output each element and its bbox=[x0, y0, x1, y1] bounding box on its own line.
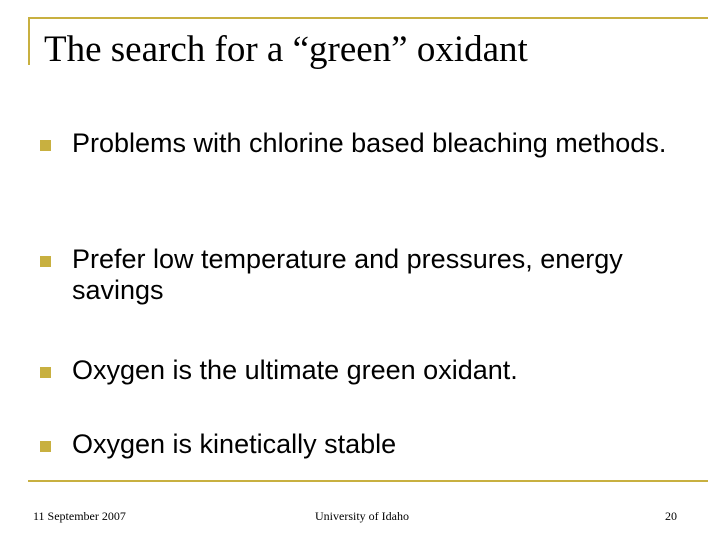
title-rule-top bbox=[28, 17, 708, 19]
square-bullet-icon bbox=[40, 140, 51, 151]
footer-rule bbox=[28, 480, 708, 482]
bullet-item bbox=[40, 128, 666, 159]
bullet-text: Oxygen is kinetically stable bbox=[72, 429, 397, 459]
slide-title: The search for a “green” oxidant bbox=[44, 29, 528, 70]
square-bullet-icon bbox=[40, 441, 51, 452]
bullet-item bbox=[40, 429, 396, 460]
bullet-text: Problems with chlorine based bleaching methods. bbox=[72, 128, 667, 158]
square-bullet-icon bbox=[40, 367, 51, 378]
title-rule-left bbox=[28, 17, 30, 65]
page-number: 20 bbox=[665, 509, 677, 523]
square-bullet-icon bbox=[40, 256, 51, 267]
bullet-item bbox=[40, 244, 680, 306]
bullet-text: Prefer low temperature and pressures, energy savings bbox=[72, 244, 623, 305]
bullet-text: Oxygen is the ultimate green oxidant. bbox=[72, 355, 518, 385]
footer-date: 11 September 2007 bbox=[33, 509, 126, 523]
bullet-item bbox=[40, 355, 518, 386]
footer-organization: University of Idaho bbox=[315, 509, 409, 523]
